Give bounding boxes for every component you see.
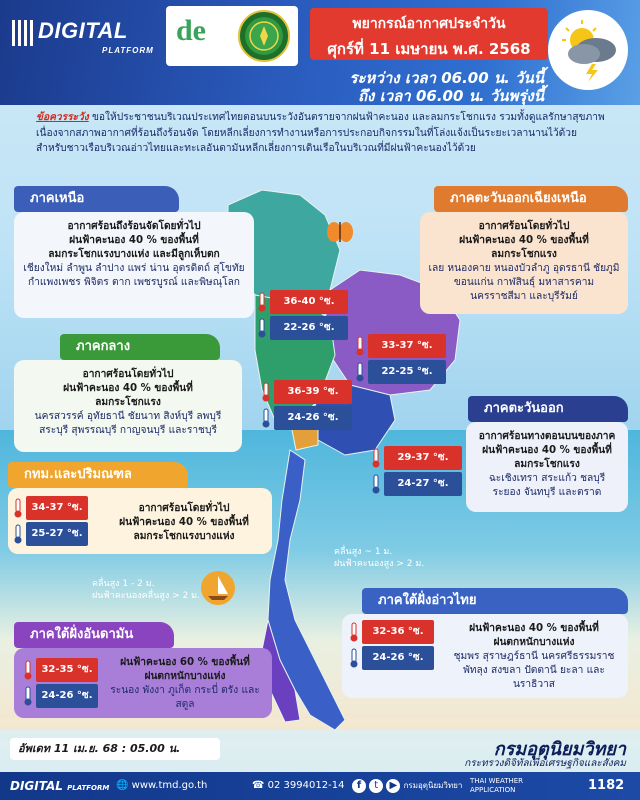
northeast-temp-hi: 33-37 °ซ. (368, 334, 446, 358)
central-provinces: นครสวรรค์ อุทัยธานี ชัยนาท สิงห์บุรี ลพบุรี สระบุรี สุพรรณบุรี กาญจนบุรี และราชบุรี (34, 411, 222, 436)
region-title-south-andaman: ภาคใต้ฝั่งอันดามัน (14, 622, 174, 648)
northeast-cond2: ฝนฟ้าคะนอง 40 % ของพื้นที่ (459, 235, 589, 246)
temp-bangkok (12, 496, 104, 548)
temp-north (256, 290, 348, 342)
platform-sub-text: PLATFORM (102, 46, 154, 55)
social-handle: กรมอุตุนิยมวิทยา (403, 781, 463, 790)
south-gulf-temp-hi: 32-36 °ซ. (362, 620, 434, 644)
hot-thermometer-icon (256, 292, 268, 312)
cool-thermometer-icon (354, 362, 366, 382)
north-cond2: ฝนฟ้าคะนอง 40 % ของพื้นที่ (69, 235, 199, 246)
hotline[interactable]: 1182 (588, 778, 625, 793)
youtube-icon[interactable]: ▶ (386, 779, 400, 793)
region-box-north (14, 212, 254, 318)
footer-platform-main: DIGITAL (10, 779, 63, 793)
cool-thermometer-icon (12, 524, 24, 544)
central-cond3: ลมกระโชกแรง (95, 397, 161, 408)
bangkok-temp-lo: 25-27 °ซ. (26, 522, 88, 546)
east-cond3: ลมกระโชกแรง (514, 459, 580, 470)
globe-icon: 🌐 (116, 780, 129, 791)
temp-south-gulf (348, 620, 440, 672)
temp-east (370, 446, 462, 498)
region-title-north: ภาคเหนือ (14, 186, 179, 212)
temp-northeast (354, 334, 446, 386)
region-title-northeast: ภาคตะวันออกเฉียงเหนือ (434, 186, 628, 212)
sailboat-icon (200, 570, 236, 606)
hot-thermometer-icon (348, 622, 360, 642)
temp-central (260, 380, 352, 432)
south-gulf-provinces: ชุมพร สุราษฎร์ธานี นครศรีธรรมราช พัทลุง สงขลา ปัตตานี ยะลา และนราธิวาส (453, 651, 615, 690)
bangkok-temp-hi: 34-37 °ซ. (26, 496, 88, 520)
region-title-bangkok: กทม.และปริมณฑล (8, 462, 188, 488)
cool-thermometer-icon (260, 408, 272, 428)
facebook-icon[interactable]: f (352, 779, 366, 793)
bangkok-cond3: ลมกระโชกแรงบางแห่ง (133, 531, 235, 542)
bangkok-cond2: ฝนฟ้าคะนอง 40 % ของพื้นที่ (119, 517, 249, 528)
south-gulf-temp-lo: 24-26 °ซ. (362, 646, 434, 670)
butterfly-icon (327, 222, 353, 242)
twitter-icon[interactable]: t (369, 779, 383, 793)
social-links[interactable] (352, 772, 462, 800)
region-title-central: ภาคกลาง (60, 334, 220, 360)
footer-bar (0, 772, 640, 800)
phone-info[interactable] (252, 772, 344, 800)
title-line2: ศุกร์ที่ 11 เมษายน พ.ศ. 2568 (327, 40, 531, 58)
gulf-wave-2: ฝนฟ้าคะนองสูง > 2 ม. (334, 559, 425, 569)
time-from: ระหว่าง เวลา 06.00 น. วันนี้ (349, 69, 544, 87)
bangkok-cond1: อากาศร้อนโดยทั่วไป (138, 503, 230, 514)
south-gulf-cond1: ฝนฟ้าคะนอง 40 % ของพื้นที่ (469, 623, 599, 634)
north-temp-hi: 36-40 °ซ. (270, 290, 348, 314)
org-sub: กระทรวงดิจิทัลเพื่อเศรษฐกิจและสังคม (464, 758, 626, 769)
warning-label: ข้อควรระวัง (36, 112, 89, 123)
south-gulf-cond2: ฝนตกหนักบางแห่ง (493, 637, 575, 648)
andaman-wave-1: คลื่นสูง 1 - 2 ม. (92, 579, 155, 589)
website-link[interactable] (116, 772, 207, 800)
warning-body: ขอให้ประชาชนบริเวณประเทศไทยตอนบนระวังอันตรายจากฝนฟ้าคะนอง และลมกระโชกแรง รวมทั้งดูแลรักษาสุขภาพเนื่องจากสภาพอากาศที่ร้อนถึงร้อนจัด โดยหลีกเลี่ยงการทำงานหรือการประกอบกิจกรรมในที่โล่งแจ้งเป็นระยะเวลานานไว้ด้วย สำหรับชาวเรือบริเวณอ่าวไทยและทะเลอันดามันหลีกเลี่ยงการเดินเรือในบริเวณที่มีฝนฟ้าคะนองไว้ด้วย (36, 112, 605, 154)
east-provinces: ฉะเชิงเทรา สระแก้ว ชลบุรี ระยอง จันทบุรี และตราด (488, 473, 606, 498)
hot-thermometer-icon (354, 336, 366, 356)
footer-platform-sub: PLATFORM (67, 784, 110, 792)
hot-thermometer-icon (370, 448, 382, 468)
region-box-central (14, 360, 242, 452)
phone-text: 02 3994012-14 (267, 780, 345, 791)
north-temp-lo: 22-26 °ซ. (270, 316, 348, 340)
time-to: ถึง เวลา 06.00 น. วันพรุ่งนี้ (357, 87, 544, 105)
central-temp-hi: 36-39 °ซ. (274, 380, 352, 404)
south-andaman-temp-lo: 24-26 °ซ. (36, 684, 98, 708)
northeast-provinces: เลย หนองคาย หนองบัวลำภู อุดรธานี ชัยภูมิ ขอนแก่น กาฬสินธุ์ มหาสารคาม นครราชสีมา และบุรีรัมย์ (428, 263, 620, 302)
org-name: กรมอุตุนิยมวิทยา (493, 739, 626, 760)
footer-platform-logo (10, 772, 109, 800)
phone-icon: ☎ (252, 780, 265, 791)
central-cond1: อากาศร้อนโดยทั่วไป (82, 369, 174, 380)
south-andaman-temp-hi: 32-35 °ซ. (36, 658, 98, 682)
region-box-northeast (420, 212, 628, 314)
south-andaman-cond2: ฝนตกหนักบางแห่ง (144, 671, 226, 682)
northeast-cond3: ลมกระโชกแรง (491, 249, 557, 260)
south-andaman-cond1: ฝนฟ้าคะนอง 60 % ของพื้นที่ (120, 657, 250, 668)
south-andaman-provinces: ระนอง พังงา ภูเก็ต กระบี่ ตรัง และสตูล (110, 685, 260, 710)
region-title-east: ภาคตะวันออก (468, 396, 628, 422)
east-cond1: อากาศร้อนทางตอนบนของภาค (478, 431, 616, 442)
weather-app-link[interactable]: THAI WEATHER APPLICATION (470, 777, 524, 794)
gulf-wave-info (334, 546, 424, 570)
andaman-wave-2: ฝนฟ้าคะนองคลื่นสูง > 2 ม. (92, 591, 200, 601)
website-text: www.tmd.go.th (131, 780, 208, 791)
northeast-cond1: อากาศร้อนโดยทั่วไป (478, 221, 570, 232)
north-cond1: อากาศร้อนถึงร้อนจัดโดยทั่วไป (67, 221, 201, 232)
cool-thermometer-icon (22, 686, 34, 706)
cool-thermometer-icon (370, 474, 382, 494)
hot-thermometer-icon (22, 660, 34, 680)
hot-thermometer-icon (12, 498, 24, 518)
north-provinces: เชียงใหม่ ลำพูน ลำปาง แพร่ น่าน อุตรดิตถ์ สุโขทัย กำแพงเพชร พิจิตร ตาก เพชรบูรณ์ และพิษณุโลก (23, 263, 245, 288)
northeast-temp-lo: 22-25 °ซ. (368, 360, 446, 384)
region-title-south-gulf: ภาคใต้ฝั่งอ่าวไทย (362, 588, 628, 614)
svg-text:de: de (176, 14, 206, 46)
east-temp-hi: 29-37 °ซ. (384, 446, 462, 470)
andaman-wave-info (92, 578, 200, 602)
temp-south-andaman (22, 658, 114, 710)
north-cond3: ลมกระโชกแรงบางแห่ง และมีลูกเห็บตก (48, 249, 220, 260)
central-cond2: ฝนฟ้าคะนอง 40 % ของพื้นที่ (63, 383, 193, 394)
central-temp-lo: 24-26 °ซ. (274, 406, 352, 430)
east-temp-lo: 24-27 °ซ. (384, 472, 462, 496)
cool-thermometer-icon (348, 648, 360, 668)
update-time: อัพเดท 11 เม.ย. 68 : 05.00 น. (10, 738, 220, 760)
platform-main-text: DIGITAL (38, 18, 128, 43)
region-box-east (466, 422, 628, 512)
gulf-wave-1: คลื่นสูง ~ 1 ม. (334, 547, 393, 557)
hot-thermometer-icon (260, 382, 272, 402)
east-cond2: ฝนฟ้าคะนอง 40 % ของพื้นที่ (482, 445, 612, 456)
title-line1: พยากรณ์อากาศประจำวัน (352, 16, 506, 32)
cool-thermometer-icon (256, 318, 268, 338)
